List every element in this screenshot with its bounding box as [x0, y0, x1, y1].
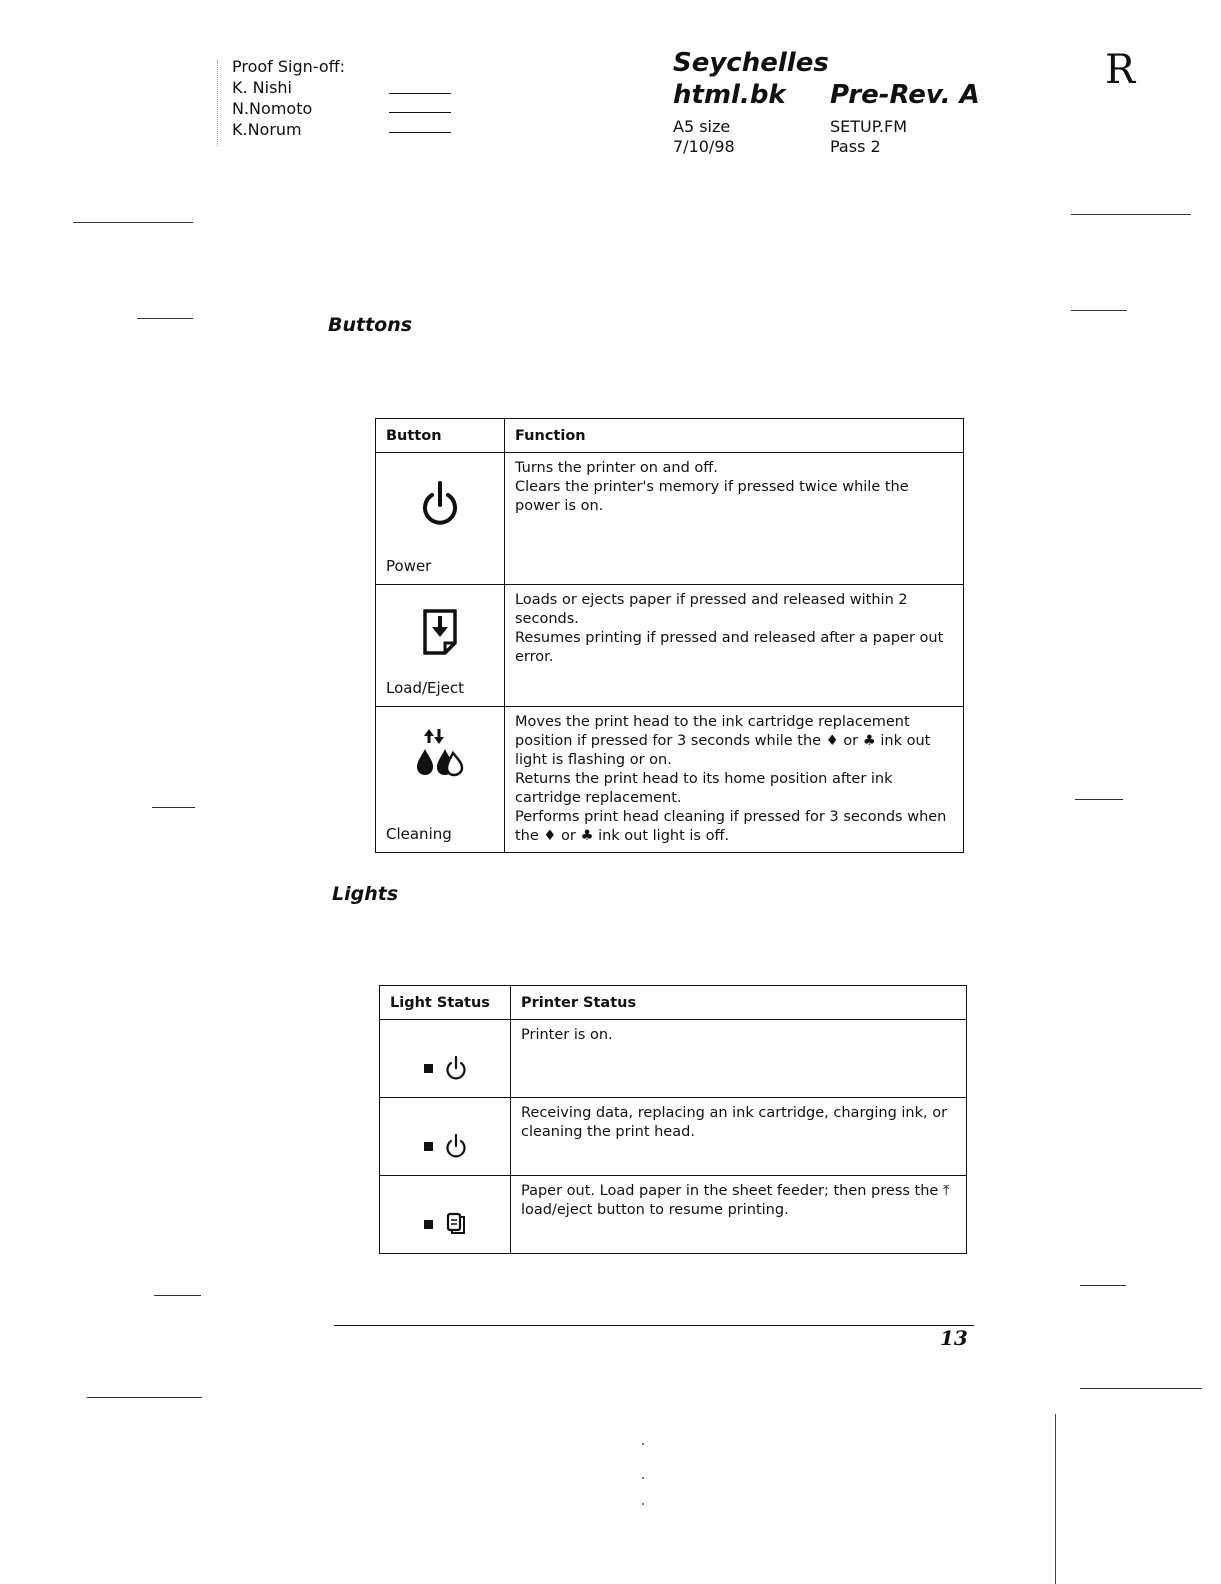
cleaning-icon — [415, 727, 465, 777]
page-number: 13 — [940, 1326, 968, 1350]
crop-mark — [1071, 214, 1191, 215]
light-status-cell — [380, 1020, 511, 1098]
file-name: SETUP.FM — [830, 117, 907, 136]
table-row — [376, 453, 964, 585]
printer-status-cell — [511, 1176, 967, 1254]
function-cell — [505, 585, 964, 707]
buttons-table — [375, 418, 964, 853]
button-cell — [376, 453, 505, 585]
button-cell — [376, 707, 505, 853]
printer-status-text: Printer is on. — [521, 1027, 613, 1043]
table-row — [376, 707, 964, 853]
function-line: Loads or ejects paper if pressed and released within 2 seconds. — [515, 592, 908, 627]
column-header-printer-status: Printer Status — [511, 986, 967, 1020]
crop-mark — [137, 318, 193, 319]
footer-rule — [334, 1325, 974, 1326]
signature-line — [389, 112, 451, 113]
function-line: Resumes printing if pressed and released after a paper out error. — [515, 630, 944, 665]
date: 7/10/98 — [673, 137, 735, 156]
column-header-light-status: Light Status — [380, 986, 511, 1020]
button-label: Power — [386, 557, 432, 575]
page-size: A5 size — [673, 117, 731, 136]
signature-line — [389, 93, 451, 94]
table-row — [380, 1098, 967, 1176]
function-cell — [505, 453, 964, 585]
printer-status-cell — [511, 1020, 967, 1098]
power-icon — [445, 1134, 467, 1158]
light-indicator-icon — [424, 1220, 433, 1229]
pass: Pass 2 — [830, 137, 881, 156]
lights-heading: Lights — [332, 883, 399, 905]
table-row — [380, 1020, 967, 1098]
proof-name: N.Nomoto — [232, 99, 313, 118]
printer-status-text: Paper out. Load paper in the sheet feeder; then press the ⤒ load/eject button to resume printing. — [521, 1183, 950, 1218]
project-title: Seychelles — [673, 48, 829, 78]
table-row — [376, 585, 964, 707]
light-indicator-icon — [424, 1142, 433, 1151]
proof-name: K. Nishi — [232, 78, 292, 97]
function-cell — [505, 707, 964, 853]
light-status-cell — [380, 1098, 511, 1176]
crop-mark — [87, 1397, 202, 1398]
book-title: html.bk — [673, 80, 786, 110]
signature-line — [389, 132, 451, 133]
light-indicator-icon — [424, 1064, 433, 1073]
printer-status-text: Receiving data, replacing an ink cartridge, charging ink, or cleaning the print head. — [521, 1105, 948, 1140]
scan-edge-line — [217, 60, 218, 146]
light-status-cell — [380, 1176, 511, 1254]
power-icon — [420, 481, 460, 529]
function-line: Returns the print head to its home position after ink cartridge replacement. — [515, 771, 893, 806]
corner-letter: R — [1105, 47, 1136, 93]
column-header-button: Button — [376, 419, 505, 453]
crop-mark — [154, 1295, 201, 1296]
paper-out-icon — [445, 1212, 467, 1236]
proof-name: K.Norum — [232, 120, 302, 139]
lights-table — [379, 985, 967, 1254]
crop-mark — [1080, 1388, 1202, 1389]
scan-edge-line — [1055, 1414, 1056, 1584]
function-line: Clears the printer's memory if pressed twice while the power is on. — [515, 479, 909, 514]
table-row — [380, 1176, 967, 1254]
scan-speck — [642, 1503, 644, 1505]
revision-title: Pre-Rev. A — [830, 80, 980, 110]
printer-status-cell — [511, 1098, 967, 1176]
scan-speck — [642, 1443, 644, 1445]
function-line: Moves the print head to the ink cartridge replacement position if pressed for 3 seconds while the ♦ or ♣ ink out light is flashing or on. — [515, 714, 931, 768]
crop-mark — [152, 807, 195, 808]
proof-signoff — [232, 56, 345, 140]
crop-mark — [1080, 1285, 1126, 1286]
buttons-heading: Buttons — [328, 314, 413, 336]
button-label: Load/Eject — [386, 679, 465, 697]
button-label: Cleaning — [386, 825, 452, 843]
crop-mark — [1075, 799, 1123, 800]
function-line: Turns the printer on and off. — [515, 460, 718, 476]
power-icon — [445, 1056, 467, 1080]
load-eject-icon — [421, 607, 459, 655]
column-header-function: Function — [505, 419, 964, 453]
crop-mark — [73, 222, 193, 223]
function-line: Performs print head cleaning if pressed for 3 seconds when the ♦ or ♣ ink out light is off. — [515, 809, 947, 844]
crop-mark — [1071, 310, 1127, 311]
proof-title: Proof Sign-off: — [232, 57, 346, 76]
button-cell — [376, 585, 505, 707]
scan-speck — [642, 1477, 644, 1479]
